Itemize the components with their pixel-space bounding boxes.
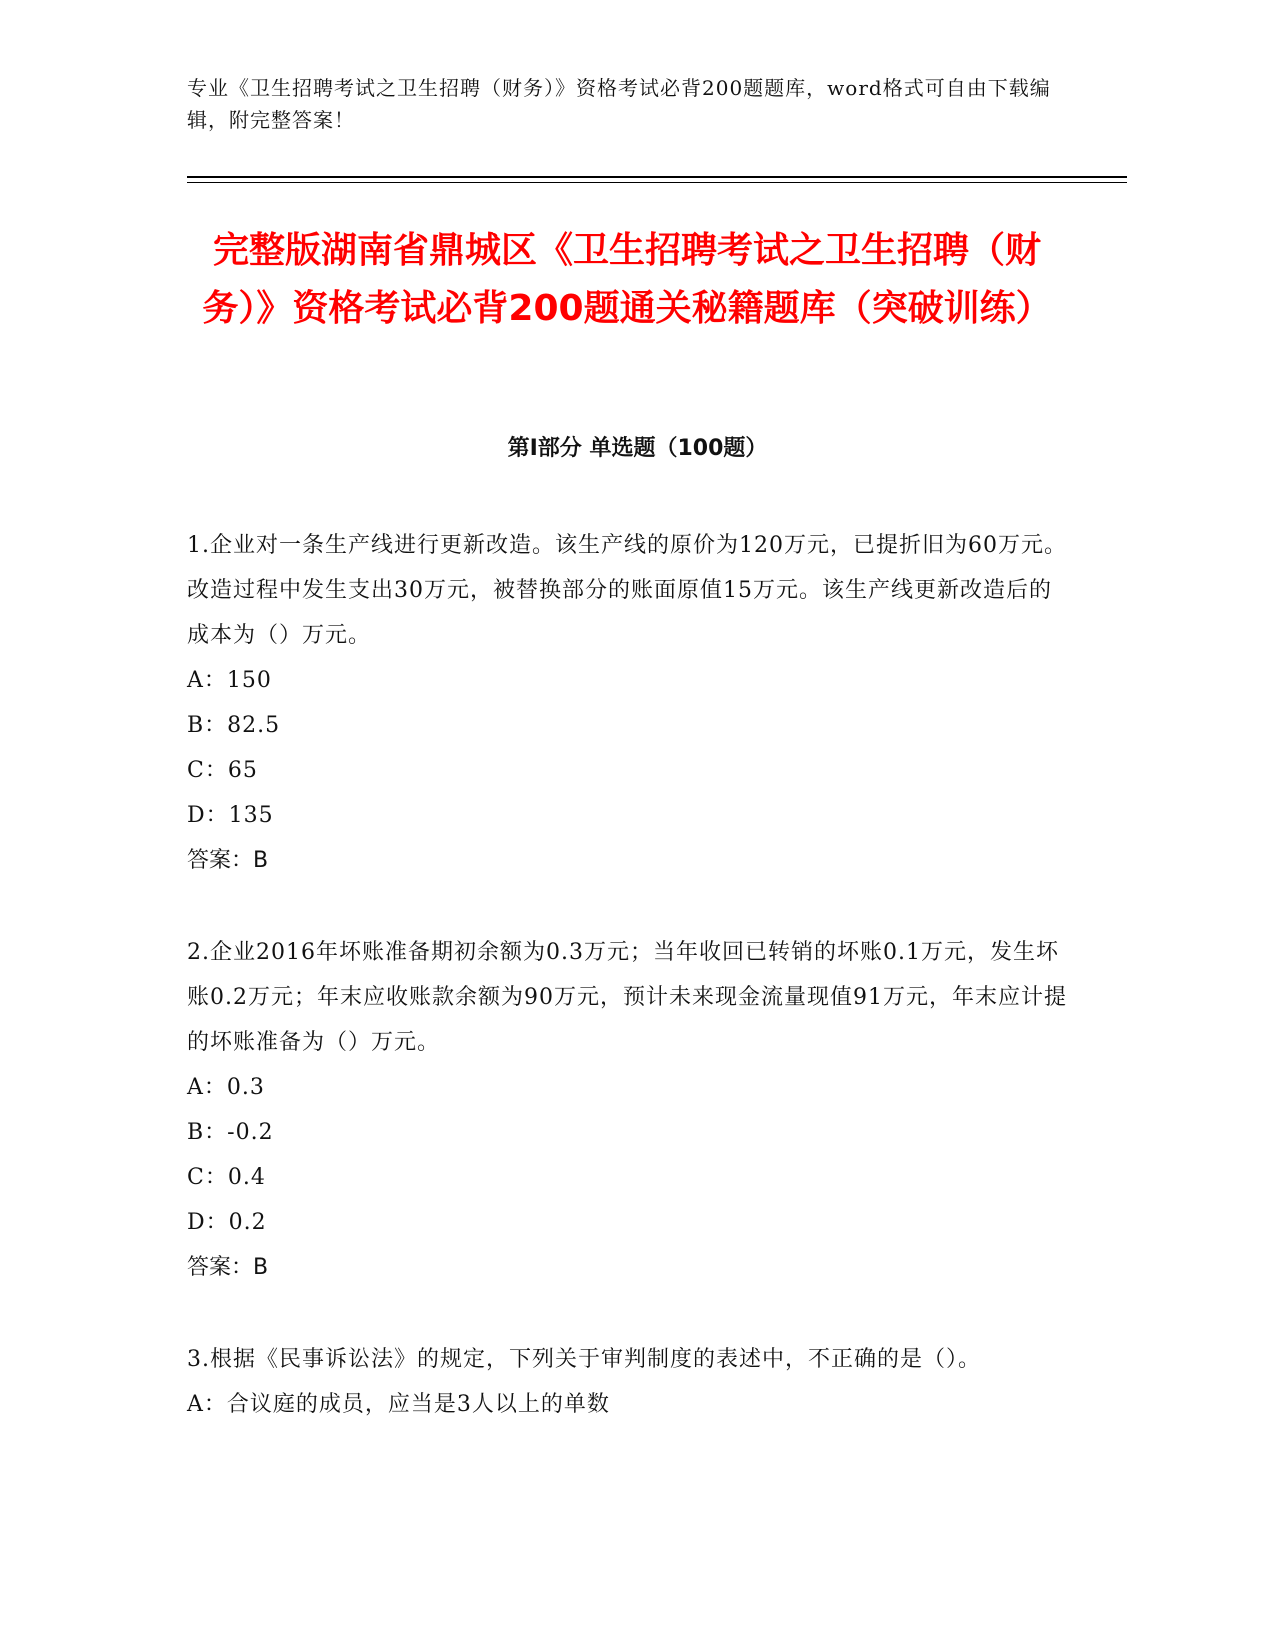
section-heading: 第Ⅰ部分 单选题（100题） bbox=[507, 436, 768, 461]
question-3 bbox=[187, 1337, 1067, 1427]
option-c: C：0.4 bbox=[187, 1165, 266, 1190]
option-d: D：135 bbox=[187, 803, 274, 828]
document-title: 完整版湖南省鼎城区《卫生招聘考试之卫生招聘（财务）》资格考试必背200题通关秘籍题库（突破训练） bbox=[202, 230, 1052, 329]
question-stem: 3.根据《民事诉讼法》的规定，下列关于审判制度的表述中，不正确的是（）。 bbox=[187, 1347, 981, 1372]
question-stem: 2.企业2016年坏账准备期初余额为0.3万元；当年收回已转销的坏账0.1万元，发生坏账0.2万元；年末应收账款余额为90万元，预计未来现金流量现值91万元，年末应计提的坏账准备为（）万元。 bbox=[187, 940, 1067, 1055]
option-d: D：0.2 bbox=[187, 1210, 267, 1235]
option-b: B：82.5 bbox=[187, 713, 281, 738]
answer: 答案：B bbox=[187, 848, 269, 873]
header-rule-thin bbox=[187, 182, 1127, 183]
option-a: A：150 bbox=[187, 668, 272, 693]
answer: 答案：B bbox=[187, 1255, 269, 1280]
option-b: B：-0.2 bbox=[187, 1120, 274, 1145]
header-note: 专业《卫生招聘考试之卫生招聘（财务）》资格考试必背200题题库，word格式可自由下载编辑，附完整答案！ bbox=[187, 76, 1051, 132]
option-a: A：合议庭的成员，应当是3人以上的单数 bbox=[187, 1392, 610, 1417]
question-stem: 1.企业对一条生产线进行更新改造。该生产线的原价为120万元，已提折旧为60万元。改造过程中发生支出30万元，被替换部分的账面原值15万元。该生产线更新改造后的成本为（）万元。 bbox=[187, 533, 1067, 648]
header-rule-thick bbox=[187, 176, 1127, 178]
option-a: A：0.3 bbox=[187, 1075, 265, 1100]
question-2 bbox=[187, 930, 1067, 1290]
question-1 bbox=[187, 523, 1067, 883]
option-c: C：65 bbox=[187, 758, 258, 783]
